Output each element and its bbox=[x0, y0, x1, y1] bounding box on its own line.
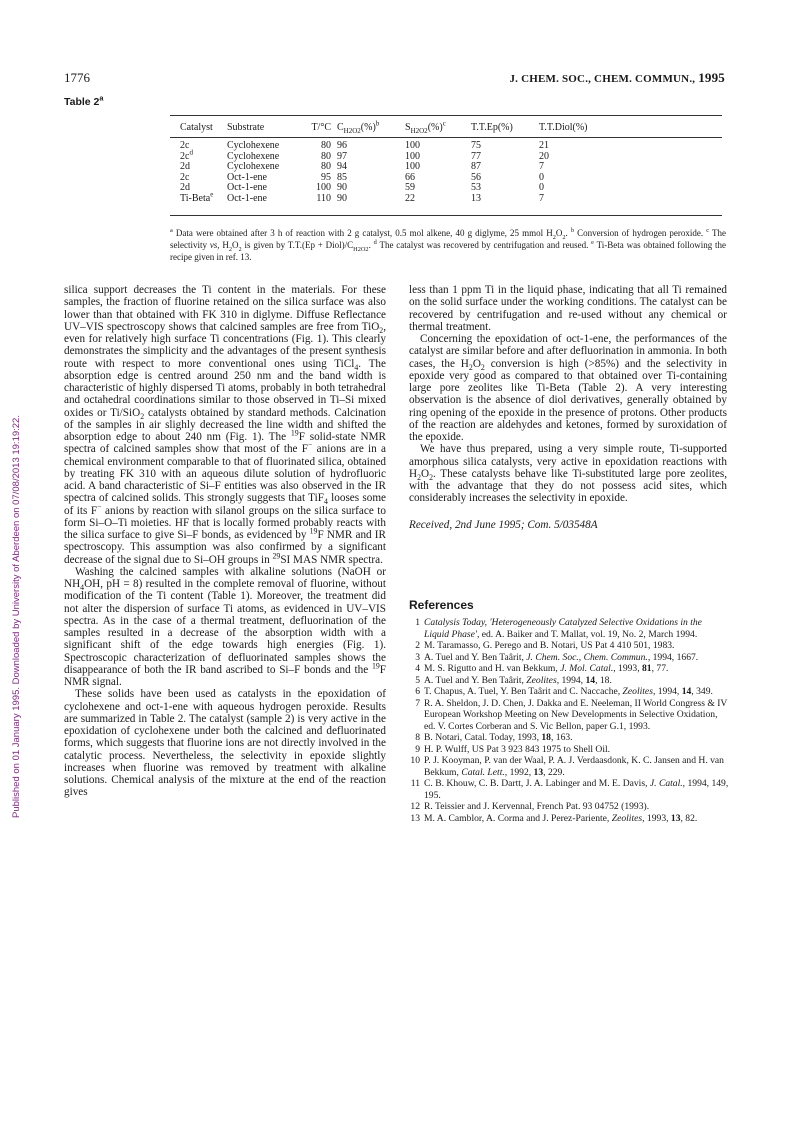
cell-temperature: 95 bbox=[321, 171, 331, 183]
footnote-a-end: . bbox=[565, 228, 571, 238]
cell-catalyst-text: 2c bbox=[180, 140, 190, 151]
right-paragraph-2: Concerning the epoxidation of oct-1-ene, the performances of the catalyst are similar before and after defluorination in ammonia. In both cases, the $H_2O_2$ conversion is high (>85%) and the selectivity in epoxide very good as compared to that obtained over Ti-containing large pore zeolites like Ti-Beta (Table 2). A very interesting observation is the absence of diol derivatives, generally obtained by ring opening of the epoxide in the presence of protons. Other products of the reaction are aldehydes and ketones, formed by suroxidation of the epoxide. bbox=[409, 333, 727, 443]
footnote-e-text: Ti-Beta was obtained following the recipe given in ref. 13. bbox=[170, 240, 727, 262]
journal-year: 1995 bbox=[698, 70, 725, 85]
footnote-b-mark: b bbox=[570, 227, 575, 234]
cell-selectivity: 100 bbox=[405, 161, 420, 173]
header-catalyst: Catalyst bbox=[180, 121, 213, 133]
cell-selectivity: 22 bbox=[405, 192, 415, 204]
footnote-a-text: Data were obtained after 3 h of reaction with 2 g catalyst, 0.5 mol alkene, 40 g diglyme, 25 mmol H bbox=[172, 228, 553, 238]
cell-catalyst-mark: d bbox=[189, 148, 193, 157]
cell-temperature: 110 bbox=[316, 192, 331, 204]
header-selectivity-mark: c bbox=[442, 119, 446, 128]
cell-temperature: 80 bbox=[321, 140, 331, 151]
cell-epoxide: 87 bbox=[471, 161, 481, 173]
cell-substrate: Cyclohexene bbox=[227, 140, 280, 151]
cell-diol: 20 bbox=[539, 150, 549, 162]
table-label-mark: a bbox=[99, 93, 104, 103]
reference-item: 13 M. A. Camblor, A. Corma and J. Perez-Pariente, Zeolites, 1993, 13, 82. bbox=[410, 812, 698, 824]
cell-conversion: 96 bbox=[337, 140, 347, 151]
cell-conversion: 94 bbox=[337, 161, 347, 173]
table-header-row bbox=[180, 121, 599, 135]
header-conversion-sub: H2O2 bbox=[343, 126, 361, 135]
header-conversion bbox=[337, 121, 405, 135]
cell-epoxide: 75 bbox=[471, 140, 481, 151]
footnote-a-mark: a bbox=[170, 227, 173, 234]
left-paragraph-2: Washing the calcined samples with alkaline solutions (NaOH or $NH_4OH$, pH = 8) resulted in the complete removal of fluorine, without modification of the Ti content (Table 1). Moreover, the treatment did not alter the dispersion of surface Ti atoms, as evidenced in UV–VIS spectra. As in the case of a thermal treatment, defluorination of the samples resulted in a decrease of the absorption width with a significant shift of the edge towards high energies (Fig. 1). Spectroscopic characterization of defluorinated samples shows the disappearance of both the IR band ascribed to Si–F bonds and the $^{19}$F NMR signal. bbox=[64, 565, 386, 688]
cell-substrate: Oct-1-ene bbox=[227, 192, 267, 204]
header-conversion-tail: (%) bbox=[360, 121, 376, 133]
cell-conversion: 97 bbox=[337, 150, 347, 162]
cell-catalyst-text: Ti-Beta bbox=[180, 192, 211, 204]
right-column bbox=[409, 284, 727, 531]
cell-diol: 7 bbox=[539, 161, 544, 173]
header-conversion-base: C bbox=[337, 121, 344, 133]
cell-selectivity: 100 bbox=[405, 150, 420, 162]
journal-name: J. CHEM. SOC., CHEM. COMMUN., bbox=[509, 73, 696, 85]
reference-item: 8 B. Notari, Catal. Today, 1993, 18, 163. bbox=[415, 732, 573, 743]
reference-item: 11 C. B. Khouw, C. B. Dartt, J. A. Labinger and M. E. Davis, J. Catal., 1994, 149, 195. bbox=[410, 778, 729, 801]
footnote-d-text: The catalyst was recovered by centrifugation and reused. bbox=[376, 240, 592, 250]
journal-header bbox=[509, 70, 725, 86]
cell-temperature: 80 bbox=[321, 150, 331, 162]
footnote-c-sub2: 2 bbox=[238, 245, 242, 253]
table-footnote bbox=[170, 227, 726, 263]
reference-item: 5 A. Tuel and Y. Ben Taârit, Zeolites, 1994, 14, 18. bbox=[415, 674, 612, 686]
footnote-c-text3: is given by T.T.(Ep + Diol)/C bbox=[241, 240, 354, 250]
left-paragraph-1: silica support decreases the Ti content in the materials. For these samples, the fraction of fluorine retained on the silica surface was also lower than that obtained with FK 310 in diglyme. Diffuse Reflectance UV–VIS spectroscopy shows that calcined samples are free from TiO$_2$, even for relatively high surface Ti concentrations (Fig. 1). This clearly demonstrates the simplicity and the advantages of the present synthesis route with respect to more conventional ones using TiCl$_4$. The absorption edge is centred around 250 nm and the band width is characteristic of highly dispersed Ti atoms, probably in both tetrahedral and octahedral coordinations similar to those observed in Ti–Si mixed oxides or Ti/SiO$_2$ catalysts obtained by standard methods. Calcination of the samples in air slighly decreased the line width and shifted the absorption edge to about 240 nm (Fig. 1). The $^{19}$F solid-state NMR spectra of calcined samples show that most of the F− anions are in a chemical environment comparable to that of fluorinated silica, obtained by treating FK 310 with an aqueous dilute solution of hydrofluoric acid. A band characteristic of Si–F entities was also observed in the IR spectra of calcined solids. This strongly suggests that TiF$_4$ looses some of its F− anions by reaction with silanol groups on the silica surface to form Si–O–Ti moieties. HF that is locally formed probably reacts with the silica surface to give Si–F bonds, as evidenced by $^{19}$F NMR and IR spectroscopy. This assumption was also confirmed by a significant decrease of the signal due to Si–OH groups in $^{29}$SI MAS NMR spectra. bbox=[64, 284, 386, 566]
cell-selectivity: 66 bbox=[405, 171, 415, 183]
cell-conversion: 90 bbox=[337, 182, 347, 194]
header-selectivity-tail: (%) bbox=[427, 121, 443, 133]
footnote-c-sub: 2 bbox=[228, 245, 233, 253]
reference-item: 1 Catalysis Today, 'Heterogeneously Catalyzed Selective Oxidations in the Liquid Phase', ed. A. Baiker and T. Mallat, vol. 19, No. 2, March 1994. bbox=[415, 617, 702, 640]
reference-item: 7 R. A. Sheldon, J. D. Chen, J. Dakka and E. Neeleman, II World Congress & IV European Workshop Meeting on New Developments in Selective Oxidation, ed. V. Cortes Corberan and S. Vic Bellon, paper G.1, 1993. bbox=[415, 697, 728, 732]
cell-substrate: Oct-1-ene bbox=[227, 182, 267, 194]
download-notice bbox=[0, 160, 22, 960]
cell-catalyst-text: 2d bbox=[180, 182, 190, 194]
cell-temperature: 80 bbox=[321, 161, 331, 173]
cell-diol: 7 bbox=[539, 192, 544, 204]
cell-catalyst-mark: e bbox=[210, 190, 214, 199]
results-table bbox=[180, 121, 599, 205]
cell-substrate: Cyclohexene bbox=[227, 150, 280, 162]
reference-item: 9 H. P. Wulff, US Pat 3 923 843 1975 to Shell Oil. bbox=[415, 743, 611, 755]
header-epoxide: T.T.Ep(%) bbox=[471, 121, 513, 133]
cell-epoxide: 56 bbox=[471, 171, 481, 183]
right-paragraph-1: less than 1 ppm Ti in the liquid phase, indicating that all Ti remained on the solid surface under the working conditions. The catalyst can be recovered by centrifugation and re-used without any chemical or thermal treatment. bbox=[409, 284, 727, 333]
footnote-c-mark: c bbox=[706, 227, 710, 234]
reference-item: 10 P. J. Kooyman, P. van der Waal, P. A. J. Verdaasdonk, K. C. Jansen and H. van Bekkum, Catal. Lett., 1992, 13, 229. bbox=[410, 755, 724, 778]
cell-catalyst-text: 2d bbox=[180, 161, 190, 173]
reference-item: 3 A. Tuel and Y. Ben Taârit, J. Chem. Soc., Chem. Commun., 1994, 1667. bbox=[415, 651, 699, 663]
footnote-c-sub3: H2O2 bbox=[353, 245, 369, 253]
cell-diol: 21 bbox=[539, 140, 549, 151]
page-number: 1776 bbox=[64, 70, 90, 85]
cell-conversion: 90 bbox=[337, 192, 347, 204]
footnote-a-o: O bbox=[555, 228, 563, 238]
cell-diol: 0 bbox=[539, 171, 544, 183]
footnote-c-text2: H bbox=[219, 240, 229, 250]
footnote-c-end: . bbox=[368, 240, 374, 250]
table-label-text: Table 2 bbox=[64, 96, 100, 108]
received-date: Received, 2nd June 1995; Com. 5/03548A bbox=[409, 518, 598, 531]
header-temperature: T/°C bbox=[311, 121, 331, 133]
header-selectivity-base: S bbox=[405, 121, 411, 133]
table-label bbox=[64, 93, 104, 108]
cell-catalyst bbox=[180, 190, 227, 205]
cell-catalyst-text: 2c bbox=[180, 171, 190, 183]
reference-item: 12 R. Teissier and J. Kervennal, French Pat. 93 04752 (1993). bbox=[410, 801, 650, 812]
cell-substrate: Oct-1-ene bbox=[227, 171, 267, 183]
cell-temperature: 100 bbox=[316, 182, 331, 194]
references-heading: References bbox=[409, 598, 474, 612]
download-notice-text: Published on 01 January 1995. Downloaded by University of Aberdeen on 07/08/2013 19:19:22. bbox=[11, 415, 22, 818]
table-top-rule bbox=[170, 115, 722, 116]
footnote-b-text: Conversion of hydrogen peroxide. bbox=[574, 228, 707, 238]
reference-item: 4 M. S. Rigutto and H. van Bekkum, J. Mol. Catal., 1993, 81, 77. bbox=[415, 663, 669, 674]
references-list bbox=[409, 617, 729, 824]
reference-item: 2 M. Taramasso, G. Perego and B. Notari, US Pat 4 410 501, 1983. bbox=[415, 640, 675, 651]
header-selectivity bbox=[405, 121, 471, 135]
header-substrate: Substrate bbox=[227, 121, 265, 133]
cell-substrate: Cyclohexene bbox=[227, 161, 280, 173]
cell-selectivity: 59 bbox=[405, 182, 415, 194]
footnote-c-text: The selectivity bbox=[170, 228, 727, 250]
table-bottom-rule bbox=[170, 215, 722, 216]
references-section bbox=[409, 598, 729, 824]
right-paragraph-3: We have thus prepared, using a very simple route, Ti-supported amorphous silica catalysts, very active in epoxidation reactions with $H_2O_2$. These catalysts behave like Ti-substituted large pore zeolites, with the advantage that they do not possess acid sites, which considerably increases the selectivity in epoxide. bbox=[409, 443, 727, 505]
cell-selectivity: 100 bbox=[405, 140, 420, 151]
footnote-e-mark: e bbox=[591, 239, 594, 246]
left-column bbox=[64, 284, 386, 799]
table-row bbox=[180, 194, 599, 205]
footnote-a-sub2: 2 bbox=[562, 233, 566, 241]
left-paragraph-3: These solids have been used as catalysts in the epoxidation of cyclohexene and oct-1-ene with aqueous hydrogen peroxide. Results are summarized in Table 2. The catalyst (sample 2) is very active in the epoxidation of cyclohexene under both the calcined and defluorinated forms, which suggests that fluorine ions are not directly involved in the catalytic process. Nevertheless, the selectivity in epoxide slightly increases when fluorine was removed by treatment with alkaline solutions. Chemical analysis of the mixture at the end of the reaction gives bbox=[64, 688, 386, 799]
header-selectivity-sub: H2O2 bbox=[410, 126, 428, 135]
header-conversion-mark: b bbox=[375, 119, 380, 128]
cell-epoxide: 53 bbox=[471, 182, 481, 194]
cell-epoxide: 13 bbox=[471, 192, 481, 204]
reference-item: 6 T. Chapus, A. Tuel, Y. Ben Taârit and C. Naccache, Zeolites, 1994, 14, 349. bbox=[415, 686, 713, 697]
footnote-a-sub: 2 bbox=[552, 233, 556, 241]
table-row bbox=[180, 141, 599, 152]
footnote-c-o: O bbox=[232, 240, 239, 250]
cell-conversion: 85 bbox=[337, 171, 347, 183]
header-diol: T.T.Diol(%) bbox=[539, 121, 588, 133]
cell-diol: 0 bbox=[539, 182, 544, 194]
footnote-c-vs: vs, bbox=[209, 240, 220, 250]
footnote-d-mark: d bbox=[373, 239, 377, 246]
cell-epoxide: 77 bbox=[471, 150, 481, 162]
cell-catalyst-text: 2c bbox=[180, 150, 190, 162]
